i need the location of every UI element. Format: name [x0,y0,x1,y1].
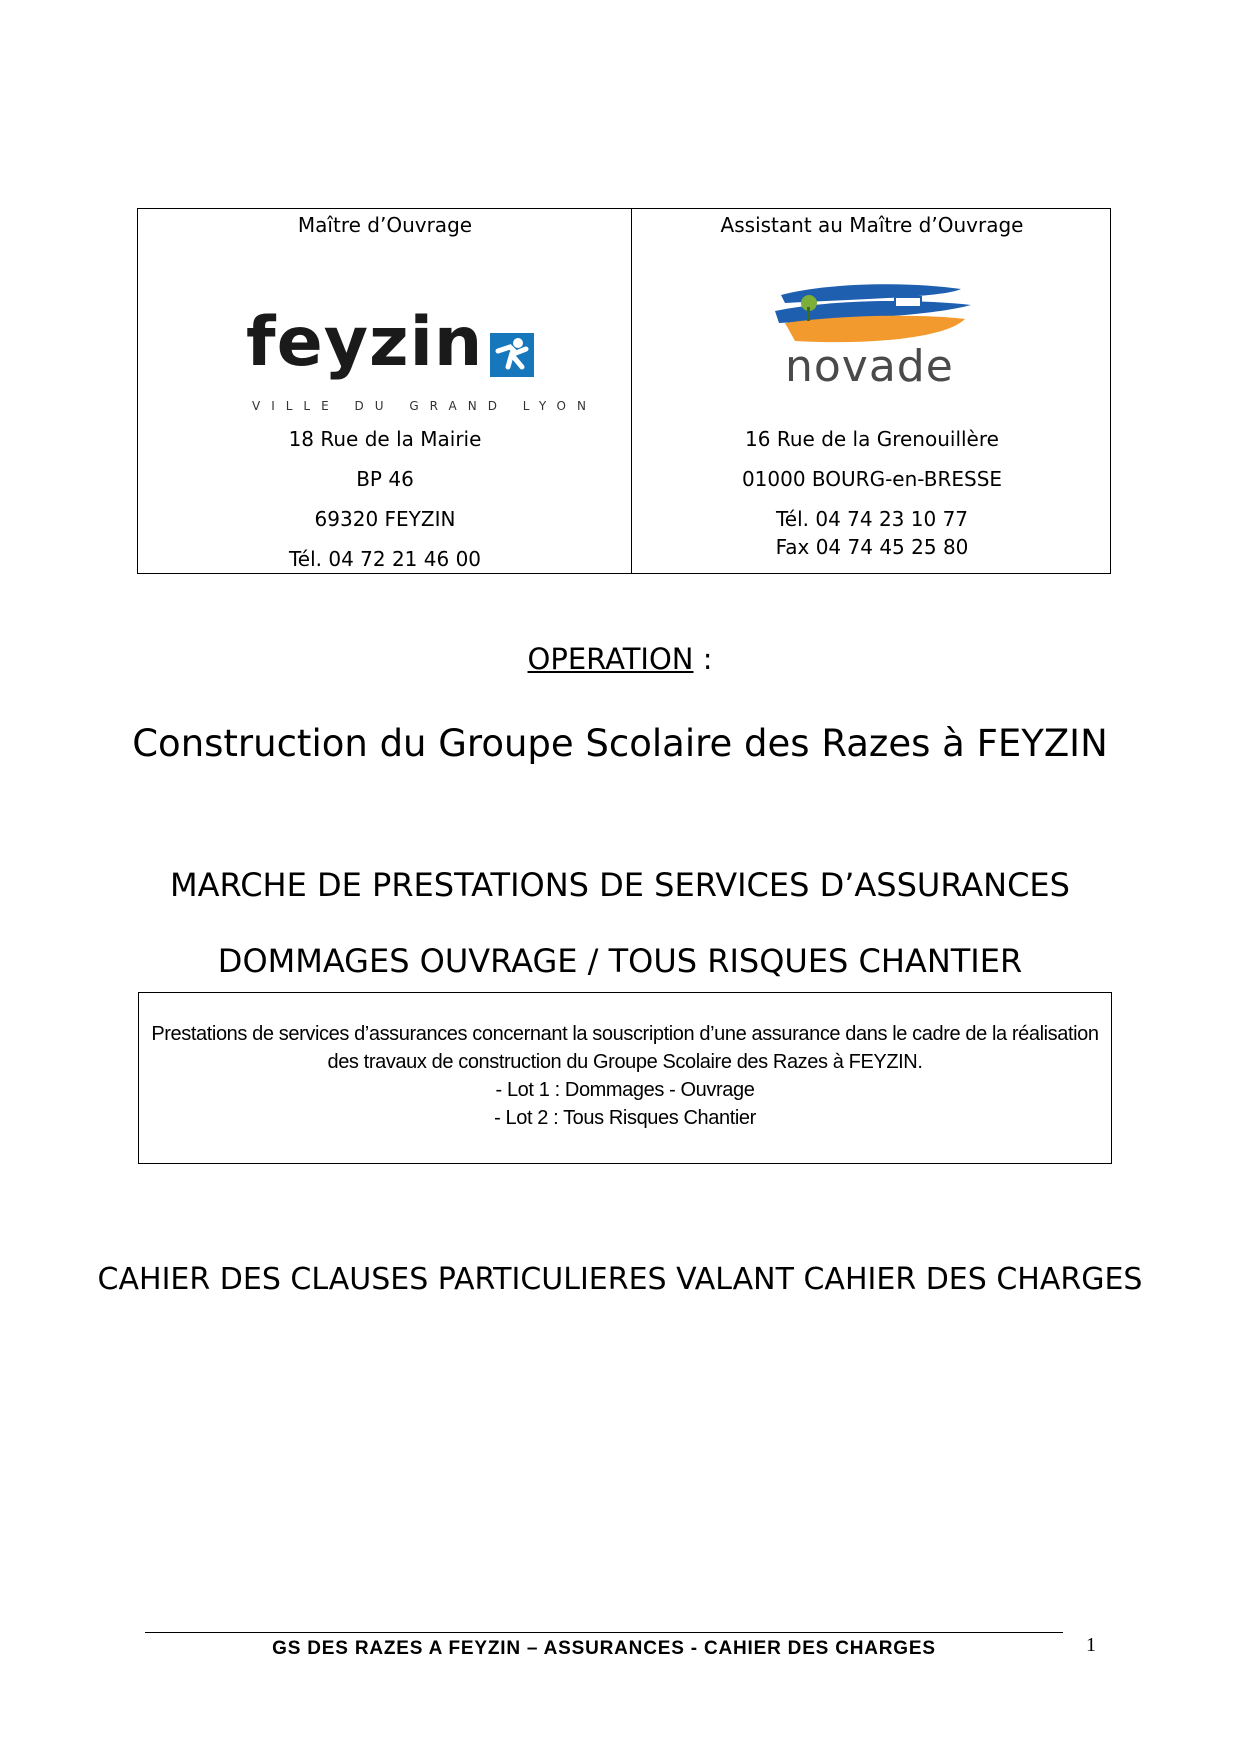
phone-line: Tél. 04 72 21 46 00 [288,547,482,571]
assistant-title: Assistant au Maître d’Ouvrage [720,213,1024,237]
assistant-cell [633,209,1111,573]
header-table [137,208,1111,574]
address-line: BP 46 [356,467,414,491]
operation-colon: : [693,642,713,676]
feyzin-logo-word: feyzin [246,303,484,382]
novade-logo [745,253,1001,431]
novade-brush-icon [745,253,1001,353]
maitre-ouvrage-title: Maître d’Ouvrage [297,213,473,237]
page-number: 1 [1086,1634,1096,1656]
phone-line: Tél. 04 74 23 10 77 [775,507,969,531]
description-line: Prestations de services d’assurances concernant la souscription d’une assurance dans le cadre de la réalisation [151,1023,1099,1045]
footer-divider [145,1632,1063,1633]
marche-subtitle: DOMMAGES OUVRAGE / TOUS RISQUES CHANTIER [217,942,1023,980]
address-line: 16 Rue de la Grenouillère [745,427,999,451]
feyzin-logo-subtitle: VILLE DU GRAND LYON [252,399,597,413]
fax-line: Fax 04 74 45 25 80 [775,535,969,559]
marche-title: MARCHE DE PRESTATIONS DE SERVICES D’ASSURANCES [170,866,1070,904]
address-line: 01000 BOURG-en-BRESSE [741,467,1003,491]
address-line: 18 Rue de la Mairie [288,427,482,451]
feyzin-figure-icon [490,333,534,377]
operation-heading [0,642,1240,676]
description-line: des travaux de construction du Groupe Scolaire des Razes à FEYZIN. [327,1051,923,1073]
operation-label: OPERATION [527,642,694,676]
novade-logo-word: novade [785,341,954,392]
description-box [138,992,1112,1164]
address-line: 69320 FEYZIN [314,507,456,531]
project-title: Construction du Groupe Scolaire des Razes à FEYZIN [132,722,1108,765]
column-divider [631,208,632,574]
footer-text: GS DES RAZES A FEYZIN – ASSURANCES - CAHIER DES CHARGES [272,1638,936,1659]
lot-1-line: - Lot 1 : Dommages - Ouvrage [495,1079,755,1101]
lot-2-line: - Lot 2 : Tous Risques Chantier [494,1107,756,1129]
maitre-ouvrage-cell [138,209,632,573]
cahier-title: CAHIER DES CLAUSES PARTICULIERES VALANT CAHIER DES CHARGES [97,1262,1143,1297]
